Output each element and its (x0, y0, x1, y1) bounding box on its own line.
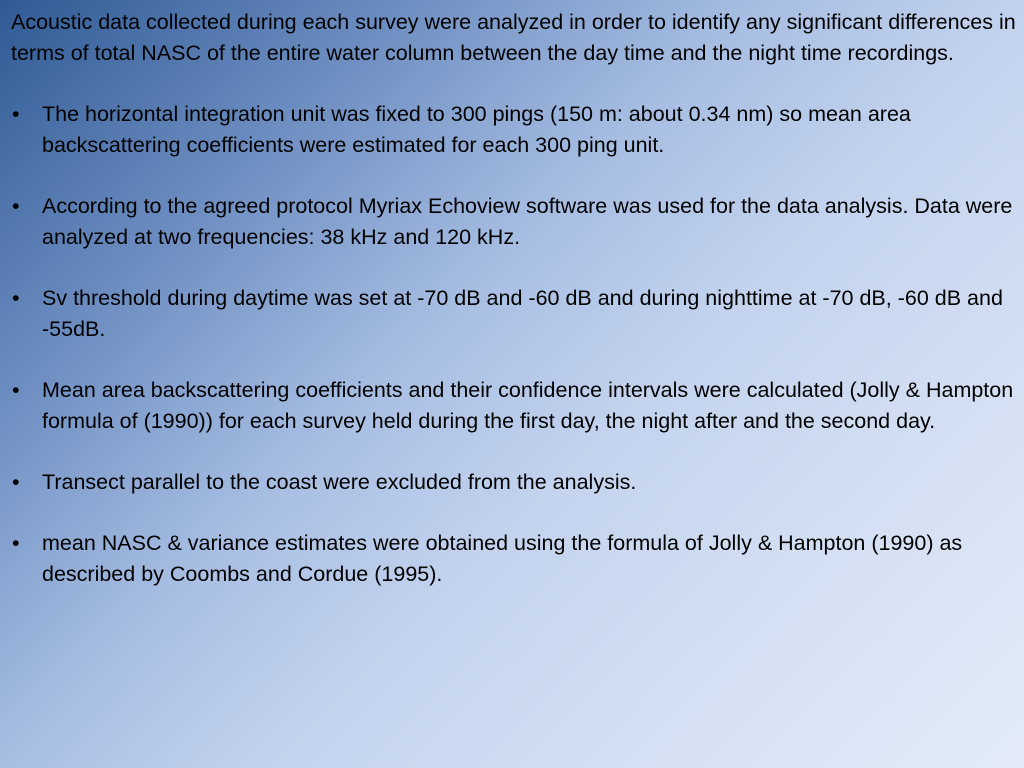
bullet-text: According to the agreed protocol Myriax Echoview software was used for the data analysis. Data were analyzed at two frequencies: 38 kHz and 120 kHz. (42, 194, 1013, 249)
bullet-marker: • (12, 194, 20, 218)
intro-paragraph: Acoustic data collected during each survey were analyzed in order to identify any significant differences in terms of total NASC of the entire water column between the day time and the night time recordings. (11, 10, 1016, 65)
bullet-text: The horizontal integration unit was fixed to 300 pings (150 m: about 0.34 nm) so mean area backscattering coefficients were estimated for each 300 ping unit. (42, 102, 911, 157)
bullet-item-3 (11, 283, 1017, 345)
bullet-item-2 (11, 191, 1017, 253)
bullet-text: Sv threshold during daytime was set at -70 dB and -60 dB and during nighttime at -70 dB, -60 dB and -55dB. (42, 286, 1003, 341)
bullet-list (11, 99, 1017, 590)
bullet-text: mean NASC & variance estimates were obtained using the formula of Jolly & Hampton (1990) as described by Coombs and Cordue (1995). (42, 531, 963, 586)
bullet-marker: • (12, 378, 20, 402)
bullet-item-1 (11, 99, 1017, 161)
bullet-marker: • (12, 531, 20, 555)
bullet-item-5 (11, 467, 1017, 498)
bullet-marker: • (12, 470, 20, 494)
bullet-text: Mean area backscattering coefficients and their confidence intervals were calculated (Jolly & Hampton formula of (1990)) for each survey held during the first day, the night after and the second day. (42, 378, 1014, 433)
bullet-marker: • (12, 286, 20, 310)
bullet-item-4 (11, 375, 1017, 437)
bullet-item-6 (11, 528, 1017, 590)
bullet-marker: • (12, 102, 20, 126)
slide-content (11, 7, 1017, 590)
bullet-text: Transect parallel to the coast were excluded from the analysis. (42, 470, 637, 494)
